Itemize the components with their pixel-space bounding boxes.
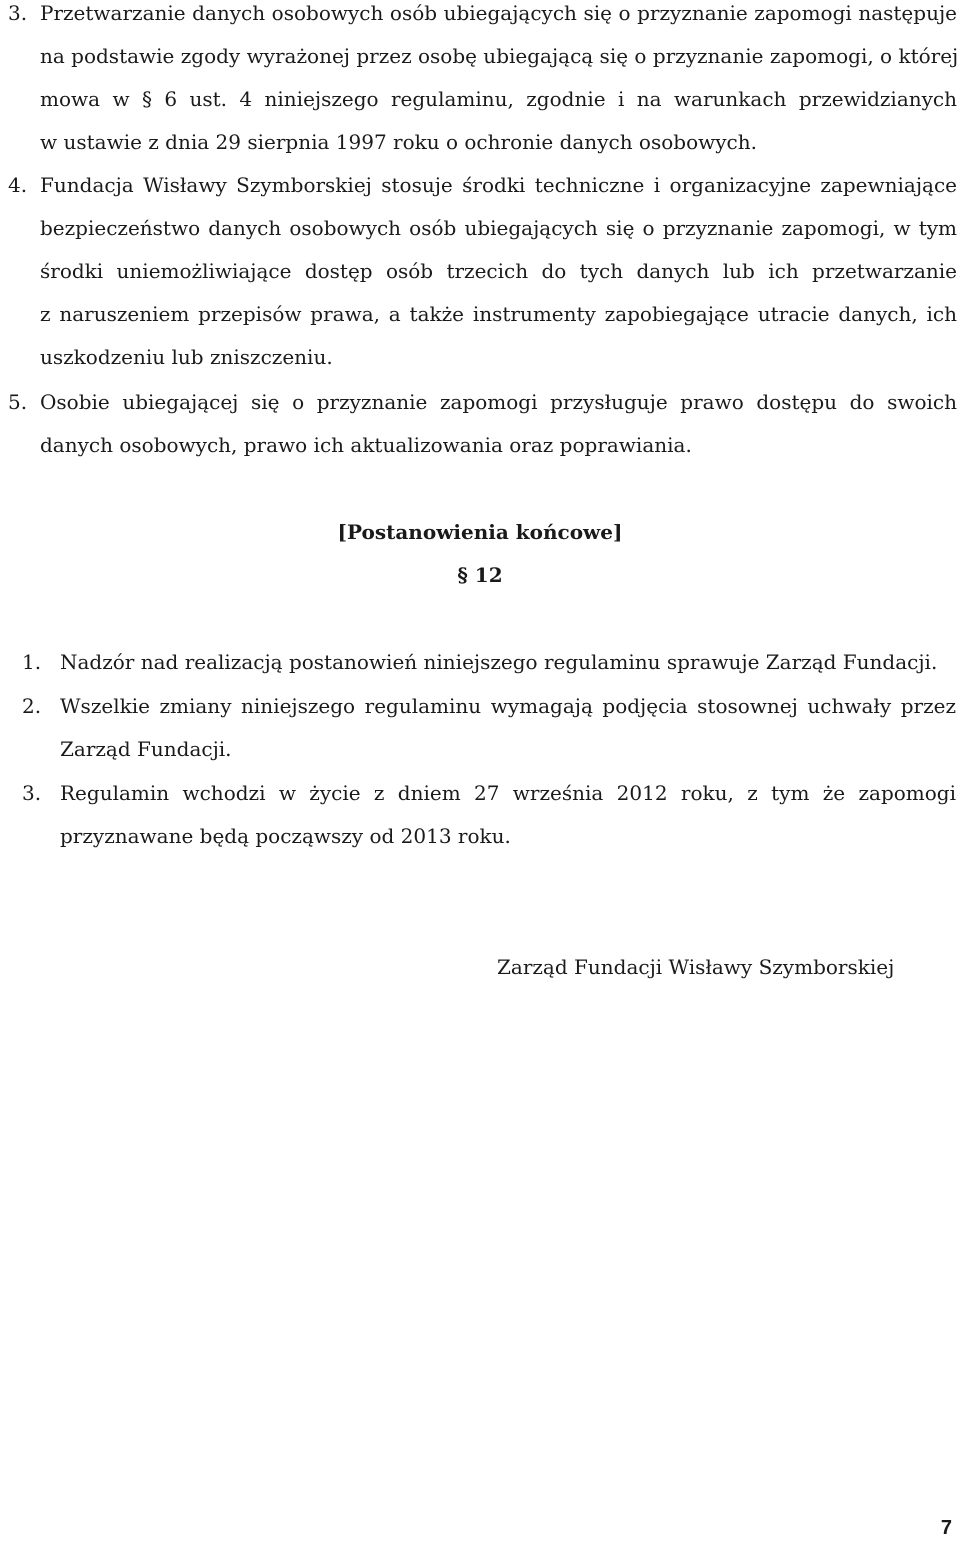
text-line: Wszelkie zmiany niniejszego regulaminu wymagają podjęcia stosownej uchwały przez — [60, 694, 956, 718]
text-line: bezpieczeństwo danych osobowych osób ubiegających się o przyznanie zapomogi, w tym — [40, 216, 957, 240]
section-mark-12: § 12 — [457, 563, 503, 587]
signature-board: Zarząd Fundacji Wisławy Szymborskiej — [497, 955, 895, 979]
text-line: Zarząd Fundacji. — [60, 737, 232, 761]
page-number: 7 — [940, 1517, 952, 1539]
text-line: Przetwarzanie danych osobowych osób ubiegających się o przyznanie zapomogi następuje — [40, 1, 957, 25]
final-provisions-heading: [Postanowienia końcowe] — [337, 520, 623, 544]
item-number: 3. — [22, 781, 42, 805]
text-line: Fundacja Wisławy Szymborskiej stosuje środki techniczne i organizacyjne zapewniające — [40, 173, 957, 197]
text-line: Regulamin wchodzi w życie z dniem 27 września 2012 roku, z tym że zapomogi — [60, 781, 956, 805]
text-line: z naruszeniem przepisów prawa, a także instrumenty zapobiegające utracie danych, ich — [40, 302, 957, 326]
text-line: Osobie ubiegającej się o przyznanie zapomogi przysługuje prawo dostępu do swoich — [40, 390, 957, 414]
item-number: 5. — [8, 390, 28, 414]
text-line: Nadzór nad realizacją postanowień niniejszego regulaminu sprawuje Zarząd Fundacji. — [60, 650, 938, 674]
text-line: środki uniemożliwiające dostęp osób trzecich do tych danych lub ich przetwarzanie — [40, 259, 957, 283]
text-line: danych osobowych, prawo ich aktualizowania oraz poprawiania. — [40, 433, 692, 457]
item-number: 3. — [8, 1, 28, 25]
item-number: 4. — [8, 173, 28, 197]
text-line: przyznawane będą począwszy od 2013 roku. — [60, 824, 511, 848]
text-line: na podstawie zgody wyrażonej przez osobę ubiegającą się o przyznanie zapomogi, o której — [40, 44, 959, 68]
item-number: 1. — [22, 650, 42, 674]
text-line: w ustawie z dnia 29 sierpnia 1997 roku o ochronie danych osobowych. — [40, 130, 757, 154]
text-line: mowa w § 6 ust. 4 niniejszego regulaminu, zgodnie i na warunkach przewidzianych — [40, 87, 957, 111]
item-number: 2. — [22, 694, 42, 718]
text-line: uszkodzeniu lub zniszczeniu. — [40, 345, 333, 369]
